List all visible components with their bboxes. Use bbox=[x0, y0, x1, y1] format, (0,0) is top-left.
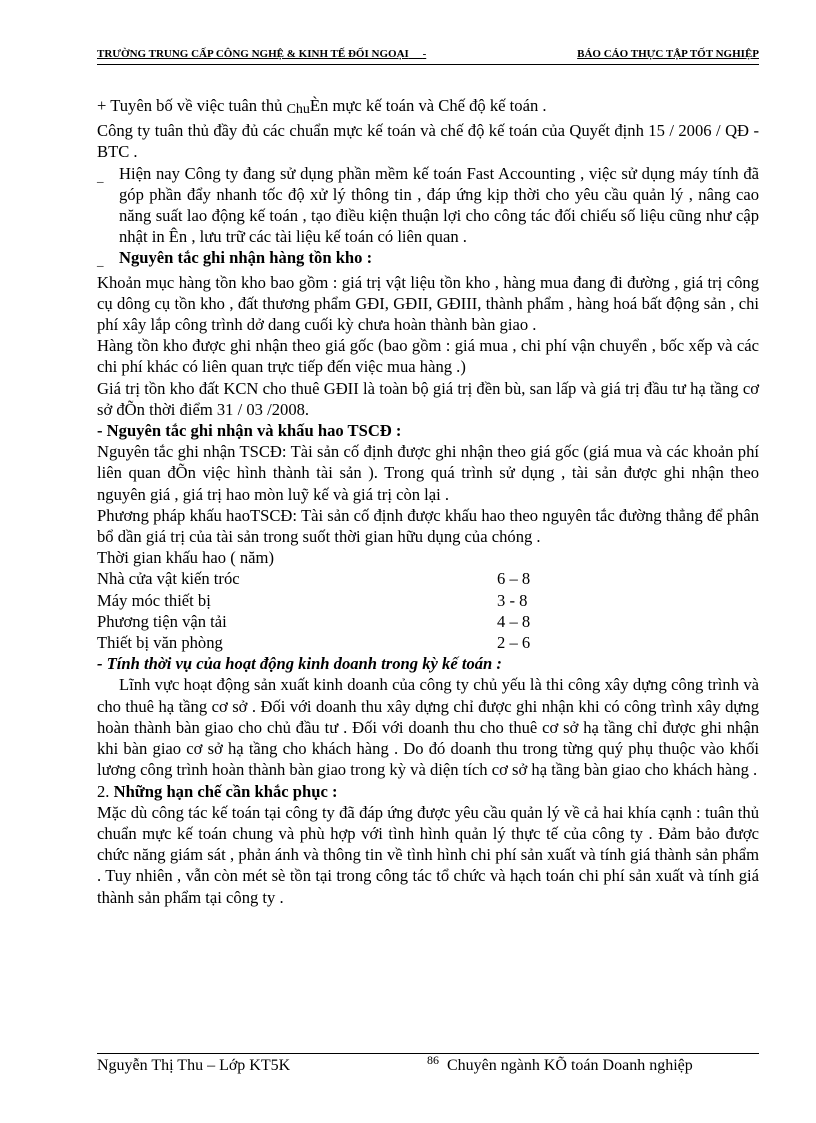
table-row-label: Nhà cửa vật kiến tróc bbox=[97, 569, 240, 589]
footer-major: Chuyên ngành KÕ toán Doanh nghiệp bbox=[447, 1057, 693, 1074]
table-row-value: 2 – 6 bbox=[497, 633, 531, 653]
paragraph-compliance: Công ty tuân thủ đầy đủ các chuẩn mực kế toán và chế độ kế toán của Quyết định 15 / 2006 / QĐ - BTC . bbox=[97, 121, 759, 162]
table-row-value: 3 - 8 bbox=[497, 590, 528, 610]
table-row-label: Thiết bị văn phòng bbox=[97, 633, 223, 653]
footer-author: Nguyễn Thị Thu – Lớp KT5K bbox=[97, 1057, 291, 1074]
depreciation-table-title: Thời gian khấu hao ( năm) bbox=[97, 548, 274, 568]
page-header bbox=[97, 48, 759, 64]
paragraph-seasonality: Lĩnh vực hoạt động sản xuất kinh doanh của công ty chủ yếu là thi công xây dựng công trình và cho thuê hạ tầng cơ sở . Đối với doanh thu xây dựng chỉ được ghi nhận khi có công trình xây dựng hoàn thành bàn giao cho chủ đầu tư . Đối với doanh thu cho thuê cơ sở hạ tầng chỉ được ghi nhận khi bàn giao cơ sở hạ tầng cho khách hàng . Do đó doanh thu trong từng quý phụ thuộc vào khối lương công trình hoàn thành bàn giao trong kỳ và diện tích cơ sở hạ tầng bàn giao cho khách hàng . bbox=[97, 675, 759, 780]
header-school: TRƯỜNG TRUNG CẤP CÔNG NGHỆ & KINH TẾ ĐỐI NGOẠI - bbox=[97, 48, 427, 60]
table-row-value: 4 – 8 bbox=[497, 611, 531, 631]
table-row-label: Phương tiện vận tải bbox=[97, 611, 227, 631]
bullet-software: _ Hiện nay Công ty đang sử dụng phần mềm kế toán Fast Accounting , việc sử dụng máy tính đã góp phần đẩy nhanh tốc độ xử lý thông tin , đáp ứng kịp thời cho yêu cầu quản lý , nâng cao năng suất lao động kế toán , tạo điều kiện thuận lợi cho công tác đối chiếu số liệu cũng như cập nhật in Ên , lưu trữ các tài liệu kế toán có liên quan . bbox=[97, 163, 759, 247]
paragraph-inventory-items: Khoản mục hàng tồn kho bao gồm : giá trị vật liệu tồn kho , hàng mua đang đi đường , giá trị công cụ dông cụ tồn kho , đất thương phẩm GĐI, GĐII, GĐIII, thành phẩm , hàng hoá bất động sản , chi phí xây lắp công trình dở dang cuối kỳ chưa hoàn thành bàn giao . bbox=[97, 272, 759, 335]
paragraph-depreciation-method: Phương pháp khấu haoTSCĐ: Tài sản cố định được khấu hao theo nguyên tắc đường thẳng để phân bổ dần giá trị của tài sản trong suốt thời gian hữu dụng của chóng . bbox=[97, 505, 759, 547]
page-content bbox=[97, 95, 759, 908]
header-rule bbox=[97, 64, 759, 65]
statement-line: + Tuyên bố về việc tuân thủ ChuÈn mực kế toán và Chế độ kế toán . bbox=[97, 96, 547, 117]
header-report-title: BÁO CÁO THỰC TẬP TỐT NGHIỆP bbox=[577, 48, 759, 60]
table-row-label: Máy móc thiết bị bbox=[97, 590, 211, 610]
heading-inventory: _ Nguyên tắc ghi nhận hàng tồn kho : bbox=[97, 247, 759, 271]
paragraph-inventory-cost: Hàng tồn kho được ghi nhận theo giá gốc (bao gồm : giá mua , chi phí vận chuyển , bốc xếp và các chi phí khác có liên quan trực tiếp đến việc mua hàng .) bbox=[97, 336, 759, 377]
bullet-mark: _ bbox=[97, 253, 104, 269]
page-number: 86 bbox=[427, 1053, 439, 1067]
bullet-mark: _ bbox=[97, 168, 104, 184]
paragraph-asset-recognition: Nguyên tắc ghi nhận TSCĐ: Tài sản cố định được ghi nhận theo giá gốc (giá mua và các khoản phí liên quan đÕn việc hình thành tài sản ). Trong quá trình sử dụng , tài sản được ghi nhận theo nguyên giá , giá trị hao mòn luỹ kế và giá trị còn lại . bbox=[97, 442, 759, 504]
table-row-value: 6 – 8 bbox=[497, 569, 531, 589]
heading-fixed-assets: - Nguyên tắc ghi nhận và khấu hao TSCĐ : bbox=[97, 421, 402, 441]
heading-seasonality: - Tính thời vụ của hoạt động kinh doanh trong kỳ kế toán : bbox=[97, 654, 502, 674]
paragraph-limitations: Mặc dù công tác kế toán tại công ty đã đáp ứng được yêu cầu quản lý về cả hai khía cạnh : tuân thủ chuẩn mực kế toán chung và phù hợp với tình hình quản lý thực tế của công ty . Đảm bảo được chức năng giám sát , phản ánh và thông tin về tình hình chi phí sản xuất và tính giá thành sản phẩm . Tuy nhiên , vẫn còn mét sè tồn tại trong công tác tổ chức và hạch toán chi phí sản xuất và tính giá thành sản phẩm tại công ty . bbox=[97, 802, 759, 907]
heading-limitations: 2. Những hạn chế cần khắc phục : bbox=[97, 781, 338, 801]
paragraph-land-value: Giá trị tồn kho đất KCN cho thuê GĐII là toàn bộ giá trị đền bù, san lấp và giá trị đầu tư hạ tầng cơ sở đÕn thời điểm 31 / 03 /2008. bbox=[97, 378, 759, 419]
depreciation-table bbox=[97, 568, 759, 653]
